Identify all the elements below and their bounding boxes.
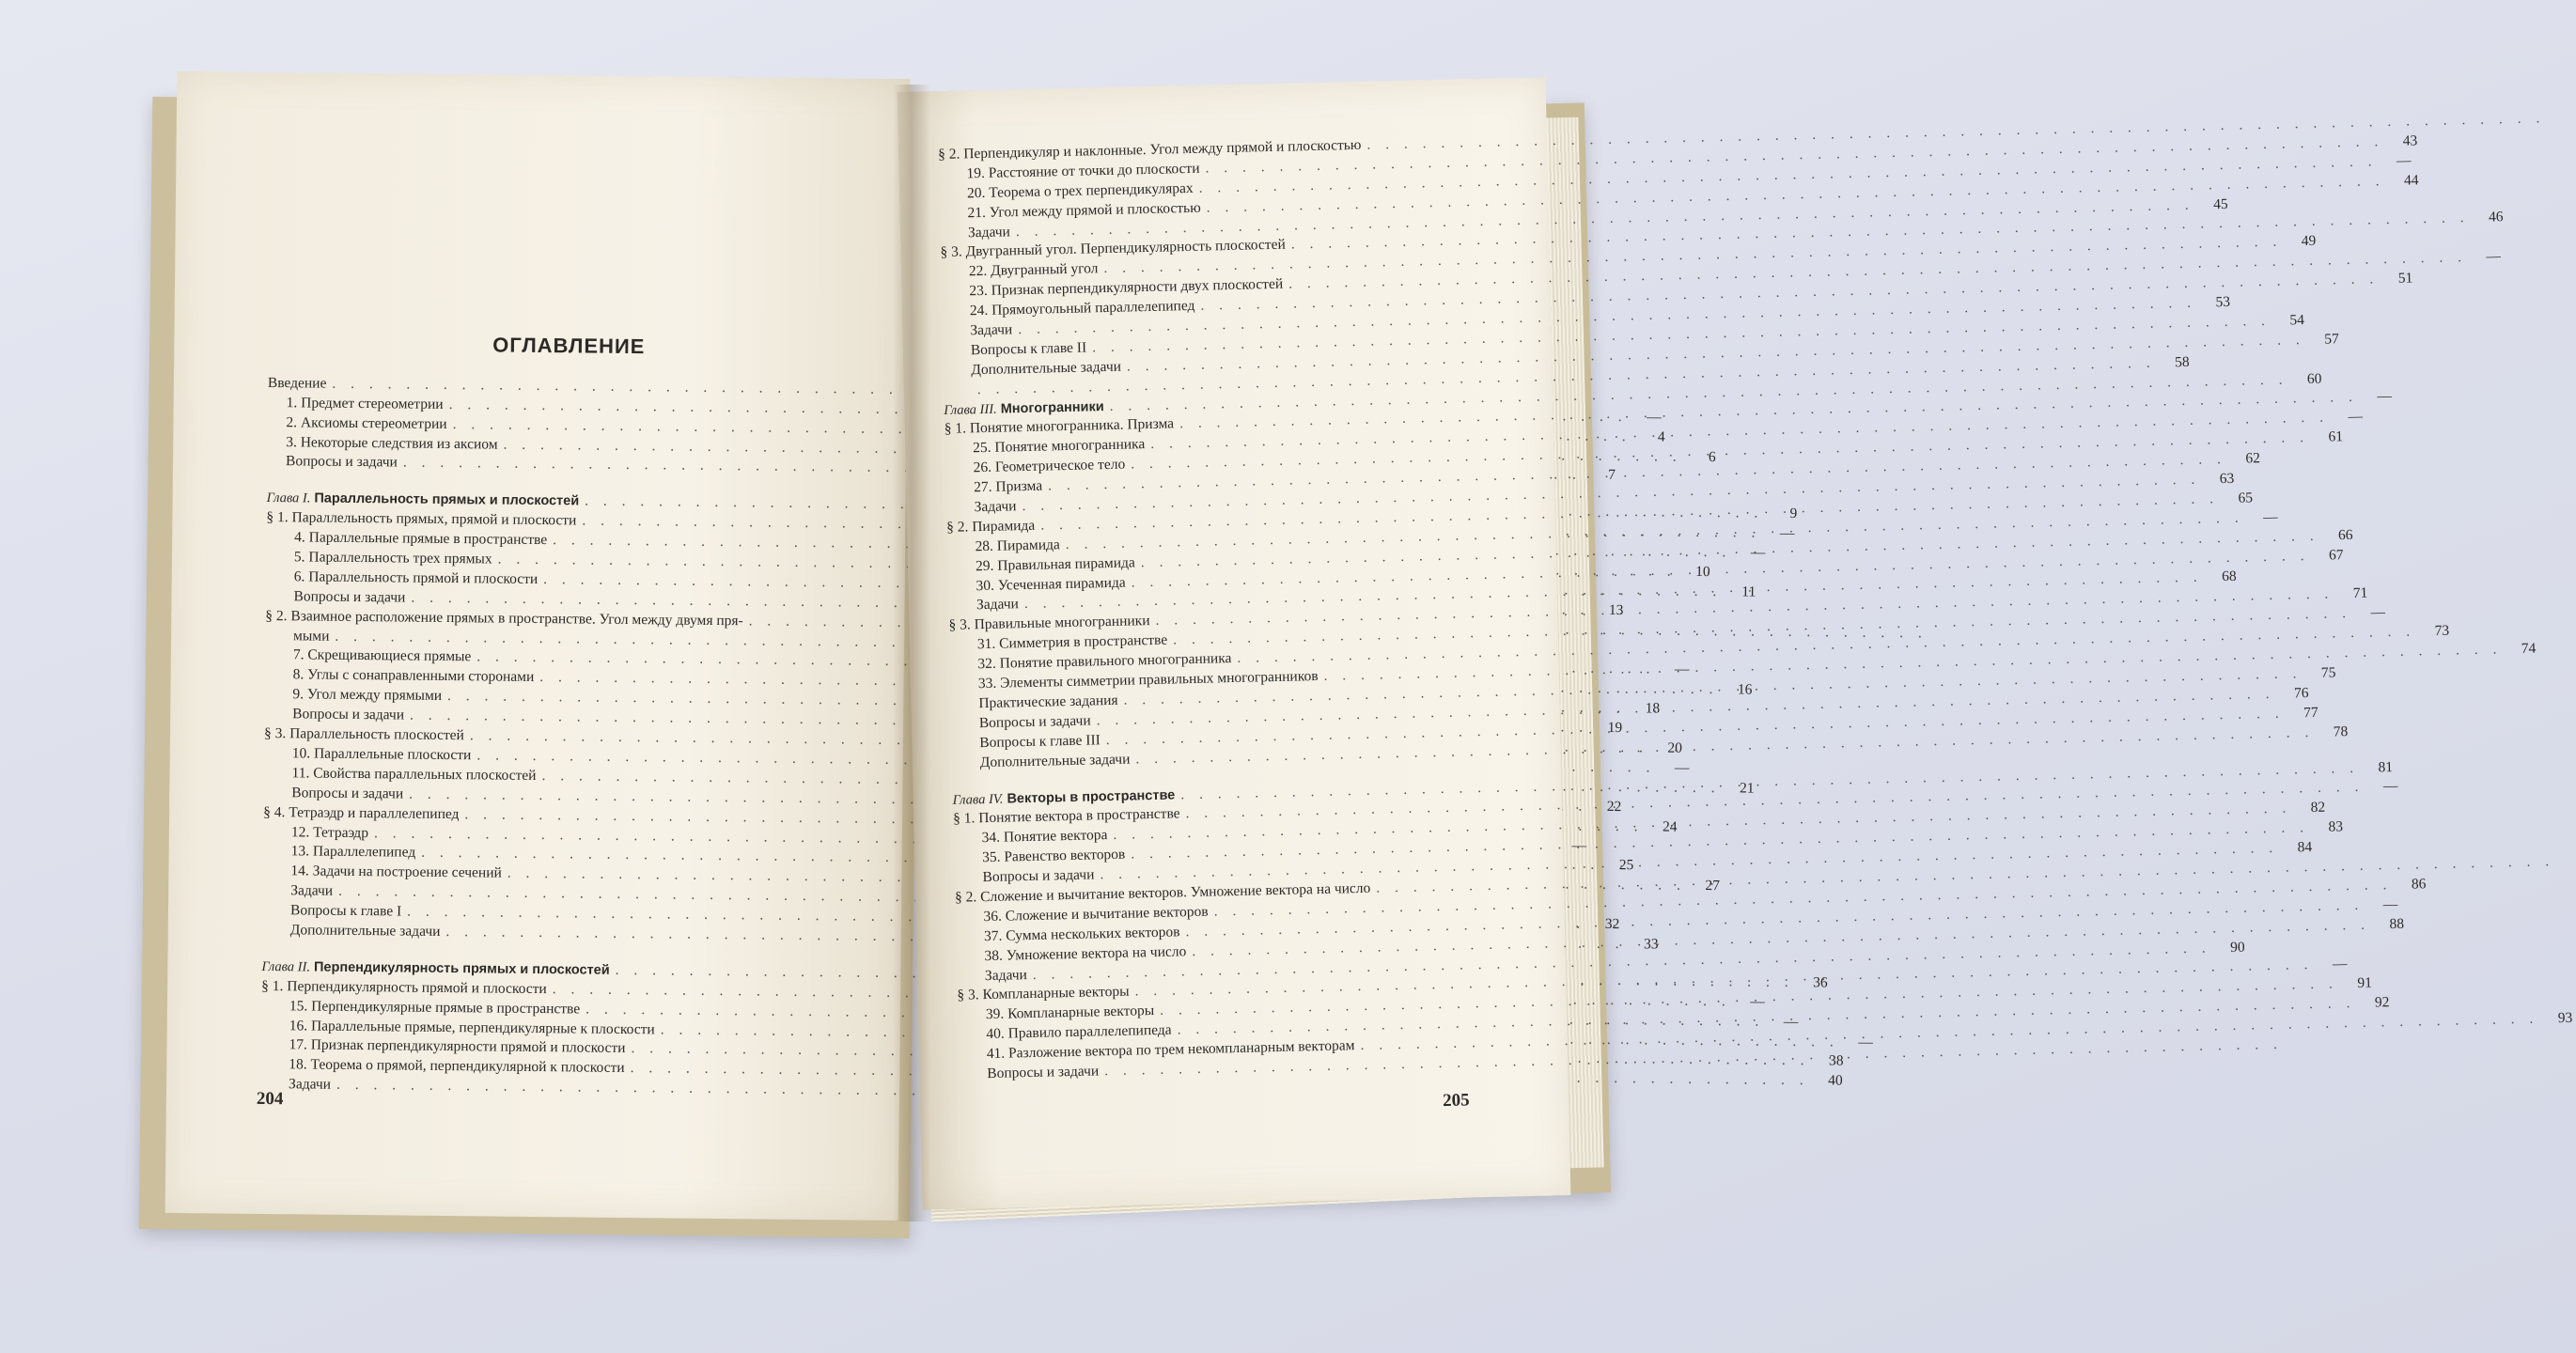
toc-page-number: 20: [1667, 739, 1683, 756]
chapter-prefix: Глава II.: [261, 958, 311, 975]
toc-entry-title: 14. Задачи на построение сечений: [290, 863, 502, 881]
toc-entry-title: 37. Сумма нескольких векторов: [983, 924, 1180, 944]
toc-page-number: 43: [2402, 132, 2418, 149]
toc-page-number: —: [1858, 1034, 1873, 1050]
toc-page-number: 32: [1604, 915, 1620, 933]
toc-page-number: 57: [2324, 331, 2339, 348]
toc-page-number: —: [2348, 409, 2364, 426]
toc-entry-title: Задачи: [970, 321, 1013, 339]
toc-entry-title: Вопросы и задачи: [291, 784, 404, 802]
toc-page-number: 92: [2374, 994, 2390, 1011]
toc-page-number: [2545, 121, 2576, 122]
toc-entry-title: 15. Перпендикулярные прямые в пространстве: [289, 997, 581, 1018]
toc-page-number: 90: [2229, 939, 2245, 956]
toc-page-number: 51: [2397, 270, 2413, 287]
toc-entry-title: 26. Геометрическое тело: [973, 456, 1126, 476]
toc-entry-title: 7. Скрещивающиеся прямые: [292, 646, 472, 665]
toc-page-number: 13: [1608, 601, 1624, 618]
toc-page-number: 91: [2357, 974, 2373, 992]
toc-entry-title: 4. Параллельные прямые в пространстве: [294, 529, 548, 549]
toc-entry-title: 18. Теорема о прямой, перпендикулярной к плоскости: [289, 1056, 625, 1077]
toc-entry-title: Дополнительные задачи: [971, 358, 1122, 379]
toc-entry-title: § 1. Понятие многогранника. Призма: [944, 415, 1175, 438]
toc-entry-title: § 3. Параллельность плоскостей: [263, 725, 464, 744]
toc-page-number: —: [2382, 895, 2398, 913]
toc-page-number: 27: [1705, 878, 1720, 894]
toc-page-number: 86: [2411, 876, 2427, 893]
toc-entry-title: Вопросы и задачи: [987, 1063, 1100, 1082]
toc-entry-title: 9. Угол между прямыми: [292, 686, 443, 705]
toc-page-number: 77: [2303, 704, 2318, 721]
toc-page-number: 93: [2557, 1009, 2573, 1027]
toc-entry-title: 36. Сложение и вычитание векторов: [983, 903, 1209, 925]
toc-page-number: 62: [2245, 450, 2261, 467]
toc-page-number: 19: [1607, 720, 1623, 737]
toc-entry-title: Вопросы и задачи: [978, 712, 1091, 731]
toc-entry-title: 21. Угол между прямой и плоскостью: [967, 199, 1201, 221]
toc-entry-title: мыми: [293, 627, 330, 645]
toc-entry-title: 16. Параллельные прямые, перпендикулярные к плоскости: [289, 1017, 655, 1037]
toc-page-number: 40: [1828, 1072, 1843, 1089]
toc-entry-title: 11. Свойства параллельных плоскостей: [291, 765, 537, 784]
toc-entry-title: 19. Расстояние от точки до плоскости: [966, 160, 1200, 182]
toc-page-number: 4: [1657, 428, 1665, 445]
toc-page-number: 11: [1741, 583, 1756, 600]
toc-page-number: —: [1674, 759, 1690, 776]
toc-page-number: [2554, 864, 2576, 865]
toc-entry-title: Вопросы и задачи: [292, 706, 405, 723]
toc-entry-title: § 3. Компланарные векторы: [957, 984, 1130, 1004]
toc-entry-title: 25. Понятие многогранника: [973, 436, 1146, 457]
toc-entry-title: Дополнительные задачи: [289, 922, 441, 940]
toc-title: ОГЛАВЛЕНИЕ: [492, 333, 646, 359]
toc-page-number: 65: [2238, 490, 2254, 506]
toc-page-number: —: [2486, 248, 2502, 265]
toc-entry-title: Вопросы и задачи: [293, 588, 406, 606]
toc-page-number: 67: [2328, 546, 2344, 564]
toc-entry-title: 10. Параллельные плоскости: [291, 745, 472, 764]
toc-entry-title: Вопросы к главе III: [979, 731, 1101, 751]
toc-page-number: 76: [2293, 684, 2309, 702]
toc-page-number: —: [1779, 525, 1795, 542]
toc-entry-title: 29. Правильная пирамида: [975, 554, 1135, 574]
toc-entry-title: Вопросы к главе I: [289, 902, 402, 920]
toc-page-number: 88: [2389, 915, 2405, 932]
toc-page-number: —: [2332, 956, 2348, 972]
toc-page-number: 6: [1708, 448, 1716, 465]
toc-entry-title: 3. Некоторые следствия из аксиом: [286, 433, 498, 453]
toc-entry-title: Вопросы и задачи: [982, 866, 1095, 886]
toc-page-number: 73: [2434, 622, 2450, 640]
toc-page-number: —: [1750, 993, 1765, 1010]
toc-entry-title: § 4. Тетраэдр и параллелепипед: [263, 803, 460, 822]
toc-page-number: 53: [2215, 293, 2231, 311]
toc-entry-title: 40. Правило параллелепипеда: [986, 1021, 1172, 1043]
toc-entry-title: 38. Умножение вектора на число: [984, 942, 1187, 964]
toc-page-number: 24: [1662, 818, 1678, 835]
toc-page-number: —: [2262, 508, 2278, 525]
toc-entry-title: 39. Компланарные векторы: [985, 1003, 1155, 1023]
toc-page-number: —: [2370, 604, 2386, 621]
toc-entry-title: 34. Понятие вектора: [981, 827, 1108, 847]
toc-page-number: 46: [2488, 209, 2504, 226]
toc-page-number: 71: [2352, 584, 2368, 602]
toc-entry-title: Дополнительные задачи: [979, 751, 1131, 770]
page-number-left: 204: [256, 1088, 284, 1110]
page-number-right: 205: [1442, 1090, 1470, 1112]
toc-entry-title: 28. Пирамида: [975, 536, 1061, 555]
toc-entry-title: 30. Усеченная пирамида: [976, 574, 1126, 594]
toc-page-number: 18: [1645, 700, 1661, 717]
toc-entry-title: Вопросы и задачи: [285, 453, 398, 471]
toc-entry-title: Введение: [267, 374, 327, 392]
chapter-title: Векторы в пространстве: [1007, 786, 1176, 807]
toc-entry-title: Задачи: [289, 1076, 332, 1093]
toc-page-number: 84: [2297, 839, 2313, 856]
toc-entry-title: § 2. Взаимное расположение прямых в пространстве. Угол между двумя пря-: [265, 607, 743, 629]
toc-entry-title: § 2. Пирамида: [945, 517, 1036, 536]
toc-page-number: —: [1674, 661, 1690, 678]
toc-entry-title: Задачи: [967, 223, 1011, 241]
toc-page-number: 7: [1608, 467, 1616, 484]
toc-page-number: 63: [2219, 470, 2235, 488]
toc-entry-title: 33. Элементы симметрии правильных многогранников: [977, 668, 1319, 692]
toc-entry-title: 8. Углы с сонаправленными сторонами: [292, 666, 535, 686]
toc-entry-title: Задачи: [974, 498, 1017, 516]
toc-page-number: 45: [2212, 195, 2228, 212]
toc-entry-title: § 2. Сложение и вычитание векторов. Умножение вектора на число: [954, 879, 1371, 906]
toc-page-number: 60: [2306, 370, 2322, 387]
toc-entry-title: 35. Равенство векторов: [981, 846, 1126, 866]
toc-entry-title: 32. Понятие правильного многогранника: [977, 650, 1232, 673]
toc-page-number: 49: [2301, 233, 2317, 250]
toc-page-number: 81: [2378, 758, 2394, 775]
toc-entry-title: 23. Признак перпендикулярности двух плоскостей: [969, 275, 1284, 300]
toc-page-number: 10: [1695, 563, 1710, 581]
toc-page-number: —: [1783, 1013, 1799, 1030]
toc-entry-title: 41. Разложение вектора по трем некомпланарным векторам: [986, 1037, 1355, 1063]
toc-page-number: 36: [1813, 974, 1828, 991]
toc-page-number: 74: [2521, 640, 2537, 657]
toc-page-number: 68: [2221, 568, 2237, 585]
toc-entry-title: § 1. Перпендикулярность прямой и плоскости: [261, 977, 547, 997]
toc-entry-title: 6. Параллельность прямой и плоскости: [293, 568, 539, 587]
toc-page-number: —: [2382, 778, 2398, 795]
toc-page-number: 82: [2310, 799, 2326, 816]
toc-page-number: 38: [1828, 1052, 1844, 1069]
toc-page-number: [2283, 1048, 2317, 1049]
toc-page-number: —: [1750, 544, 1766, 561]
toc-page-number: —: [1647, 409, 1662, 426]
toc-entry-title: § 3. Правильные многогранники: [948, 613, 1150, 634]
toc-entry-title: 2. Аксиомы стереометрии: [286, 413, 447, 432]
toc-page-number: —: [2396, 152, 2412, 169]
toc-entry-title: 24. Прямоугольный параллелепипед: [969, 297, 1195, 319]
chapter-title: Многогранники: [1000, 398, 1104, 417]
chapter-title: Перпендикулярность прямых и плоскостей: [313, 959, 610, 978]
toc-entry-title: 17. Признак перпендикулярности прямой и плоскости: [289, 1036, 626, 1057]
toc-page-number: 54: [2289, 311, 2305, 329]
toc-entry-title: § 1. Понятие вектора в пространстве: [952, 805, 1180, 828]
toc-page-number: 83: [2328, 818, 2344, 835]
toc-page-number: 75: [2320, 664, 2336, 681]
toc-entry-title: § 1. Параллельность прямых, прямой и плоскости: [266, 509, 577, 529]
toc-entry-title: Задачи: [984, 966, 1028, 984]
toc-page-number: 21: [1740, 780, 1755, 797]
toc-page-number: 9: [1789, 505, 1798, 522]
toc-page-number: 66: [2337, 526, 2353, 544]
toc-page-number: —: [1571, 837, 1587, 854]
toc-page-number: 61: [2328, 428, 2344, 445]
toc-entry-title: 22. Двугранный угол: [968, 260, 1099, 280]
toc-page-number: 58: [2174, 353, 2190, 370]
toc-entry-title: 31. Симметрия в пространстве: [976, 631, 1168, 653]
toc-entry-title: Практические задания: [978, 692, 1118, 712]
toc-page-number: 33: [1643, 936, 1659, 953]
toc-page-number: 44: [2403, 171, 2419, 189]
toc-page-number: 16: [1737, 681, 1753, 698]
toc-page-number: 78: [2333, 723, 2349, 740]
toc-entry-title: § 3. Двугранный угол. Перпендикулярность плоскостей: [940, 237, 1286, 261]
toc-entry-title: 1. Предмет стереометрии: [286, 394, 444, 412]
toc-entry-title: Задачи: [976, 596, 1020, 614]
book-gutter: [893, 85, 930, 1221]
toc-entry-title: § 2. Перпендикуляр и наклонные. Угол между прямой и плоскостью: [937, 136, 1362, 163]
chapter-prefix: Глава I.: [266, 490, 311, 506]
toc-entry-title: 12. Тетраэдр: [290, 823, 369, 841]
toc-page-number: 25: [1618, 857, 1634, 874]
toc-entry-title: 27. Призма: [973, 477, 1043, 496]
toc-page-number: —: [2377, 388, 2393, 405]
toc-page-number: 22: [1606, 798, 1622, 815]
toc-entry-title: 5. Параллельность трех прямых: [293, 549, 492, 568]
chapter-title: Параллельность прямых и плоскостей: [314, 490, 580, 509]
toc-entry-title: 20. Теорема о трех перпендикулярах: [966, 179, 1194, 202]
toc-entry-title: Задачи: [290, 882, 334, 899]
chapter-prefix: Глава IV.: [952, 791, 1004, 808]
toc-entry-title: 13. Параллелепипед: [290, 843, 416, 862]
chapter-prefix: Глава III.: [944, 401, 997, 418]
toc-entry-title: Вопросы к главе II: [970, 339, 1087, 359]
